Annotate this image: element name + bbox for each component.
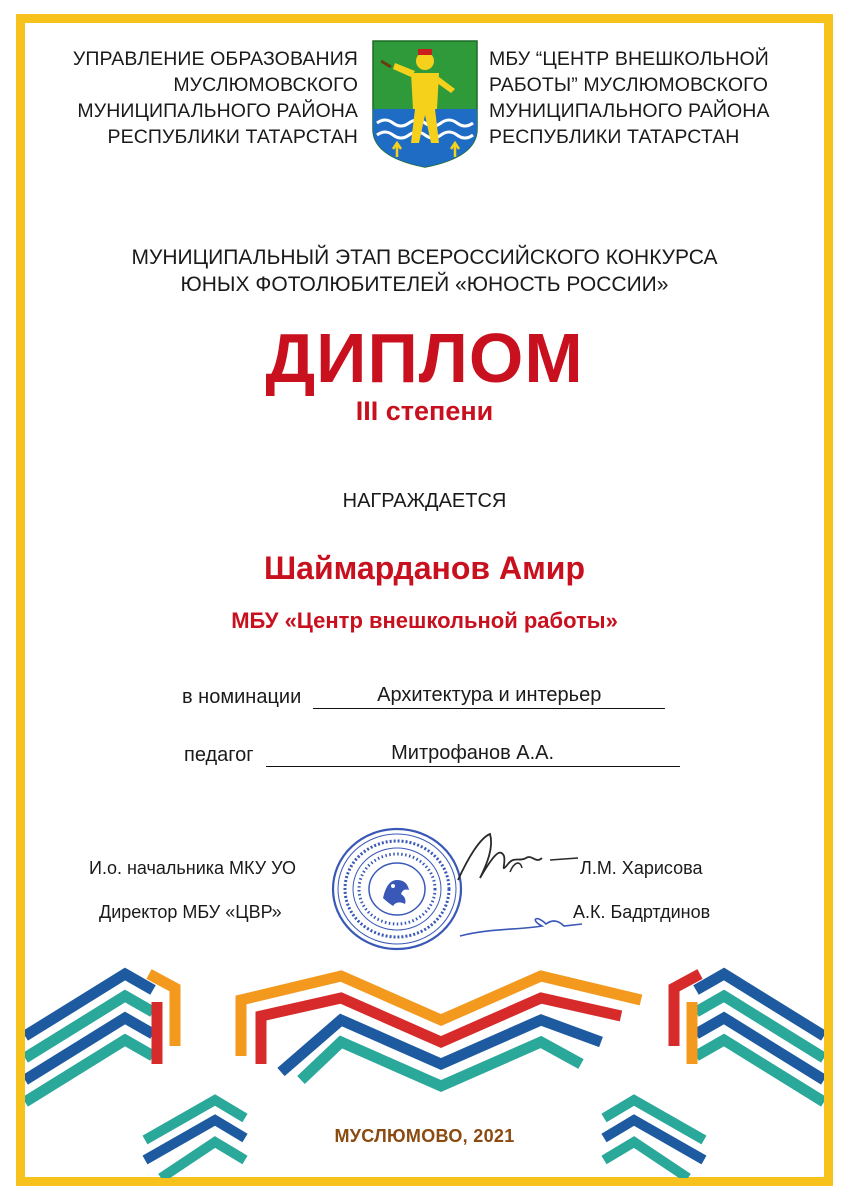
issuer-right-line: РЕСПУБЛИКИ ТАТАРСТАН [489, 126, 740, 148]
diploma-title: ДИПЛОМ [265, 319, 584, 397]
issuer-right [489, 46, 770, 150]
handwritten-signatures [450, 818, 590, 948]
contest-line: МУНИЦИПАЛЬНЫЙ ЭТАП ВСЕРОССИЙСКОГО КОНКУРСА [131, 246, 718, 269]
signatory-name-1: Л.М. Харисова [580, 858, 703, 878]
diploma-degree: III степени [355, 396, 494, 426]
teacher-label: педагог [184, 744, 254, 766]
contest-line: ЮНЫХ ФОТОЛЮБИТЕЛЕЙ «ЮНОСТЬ РОССИИ» [180, 273, 669, 296]
recipient-institution: МБУ «Центр внешкольной работы» [231, 608, 618, 633]
issuer-left-line: РЕСПУБЛИКИ ТАТАРСТАН [107, 126, 358, 148]
contest-name [0, 244, 849, 298]
place-and-year: МУСЛЮМОВО, 2021 [334, 1126, 515, 1146]
teacher-value: Митрофанов А.А. [266, 742, 680, 767]
issuer-left-line: УПРАВЛЕНИЕ ОБРАЗОВАНИЯ [72, 48, 358, 70]
awarded-label: НАГРАЖДАЕТСЯ [342, 490, 507, 512]
signatory-title-2: Директор МБУ «ЦВР» [99, 902, 282, 922]
nomination-value: Архитектура и интерьер [313, 684, 665, 709]
issuer-right-line: МУНИЦИПАЛЬНОГО РАЙОНА [489, 100, 770, 122]
nomination-row [182, 684, 665, 709]
nomination-label: в номинации [182, 686, 302, 708]
recipient-name: Шаймарданов Амир [264, 550, 585, 586]
round-stamp-icon [331, 826, 463, 952]
issuer-left-line: МУНИЦИПАЛЬНОГО РАЙОНА [77, 100, 358, 122]
signatory-name-2: А.К. Бадртдинов [573, 902, 711, 922]
issuer-left [73, 46, 358, 150]
issuer-left-line: МУСЛЮМОВСКОГО [173, 74, 358, 96]
issuer-right-line: МБУ “ЦЕНТР ВНЕШКОЛЬНОЙ [489, 48, 769, 70]
issuer-right-line: РАБОТЫ” МУСЛЮМОВСКОГО [489, 74, 768, 96]
signatory-title-1: И.о. начальника МКУ УО [89, 858, 297, 878]
teacher-row [184, 742, 680, 767]
coat-of-arms-icon [371, 39, 479, 169]
